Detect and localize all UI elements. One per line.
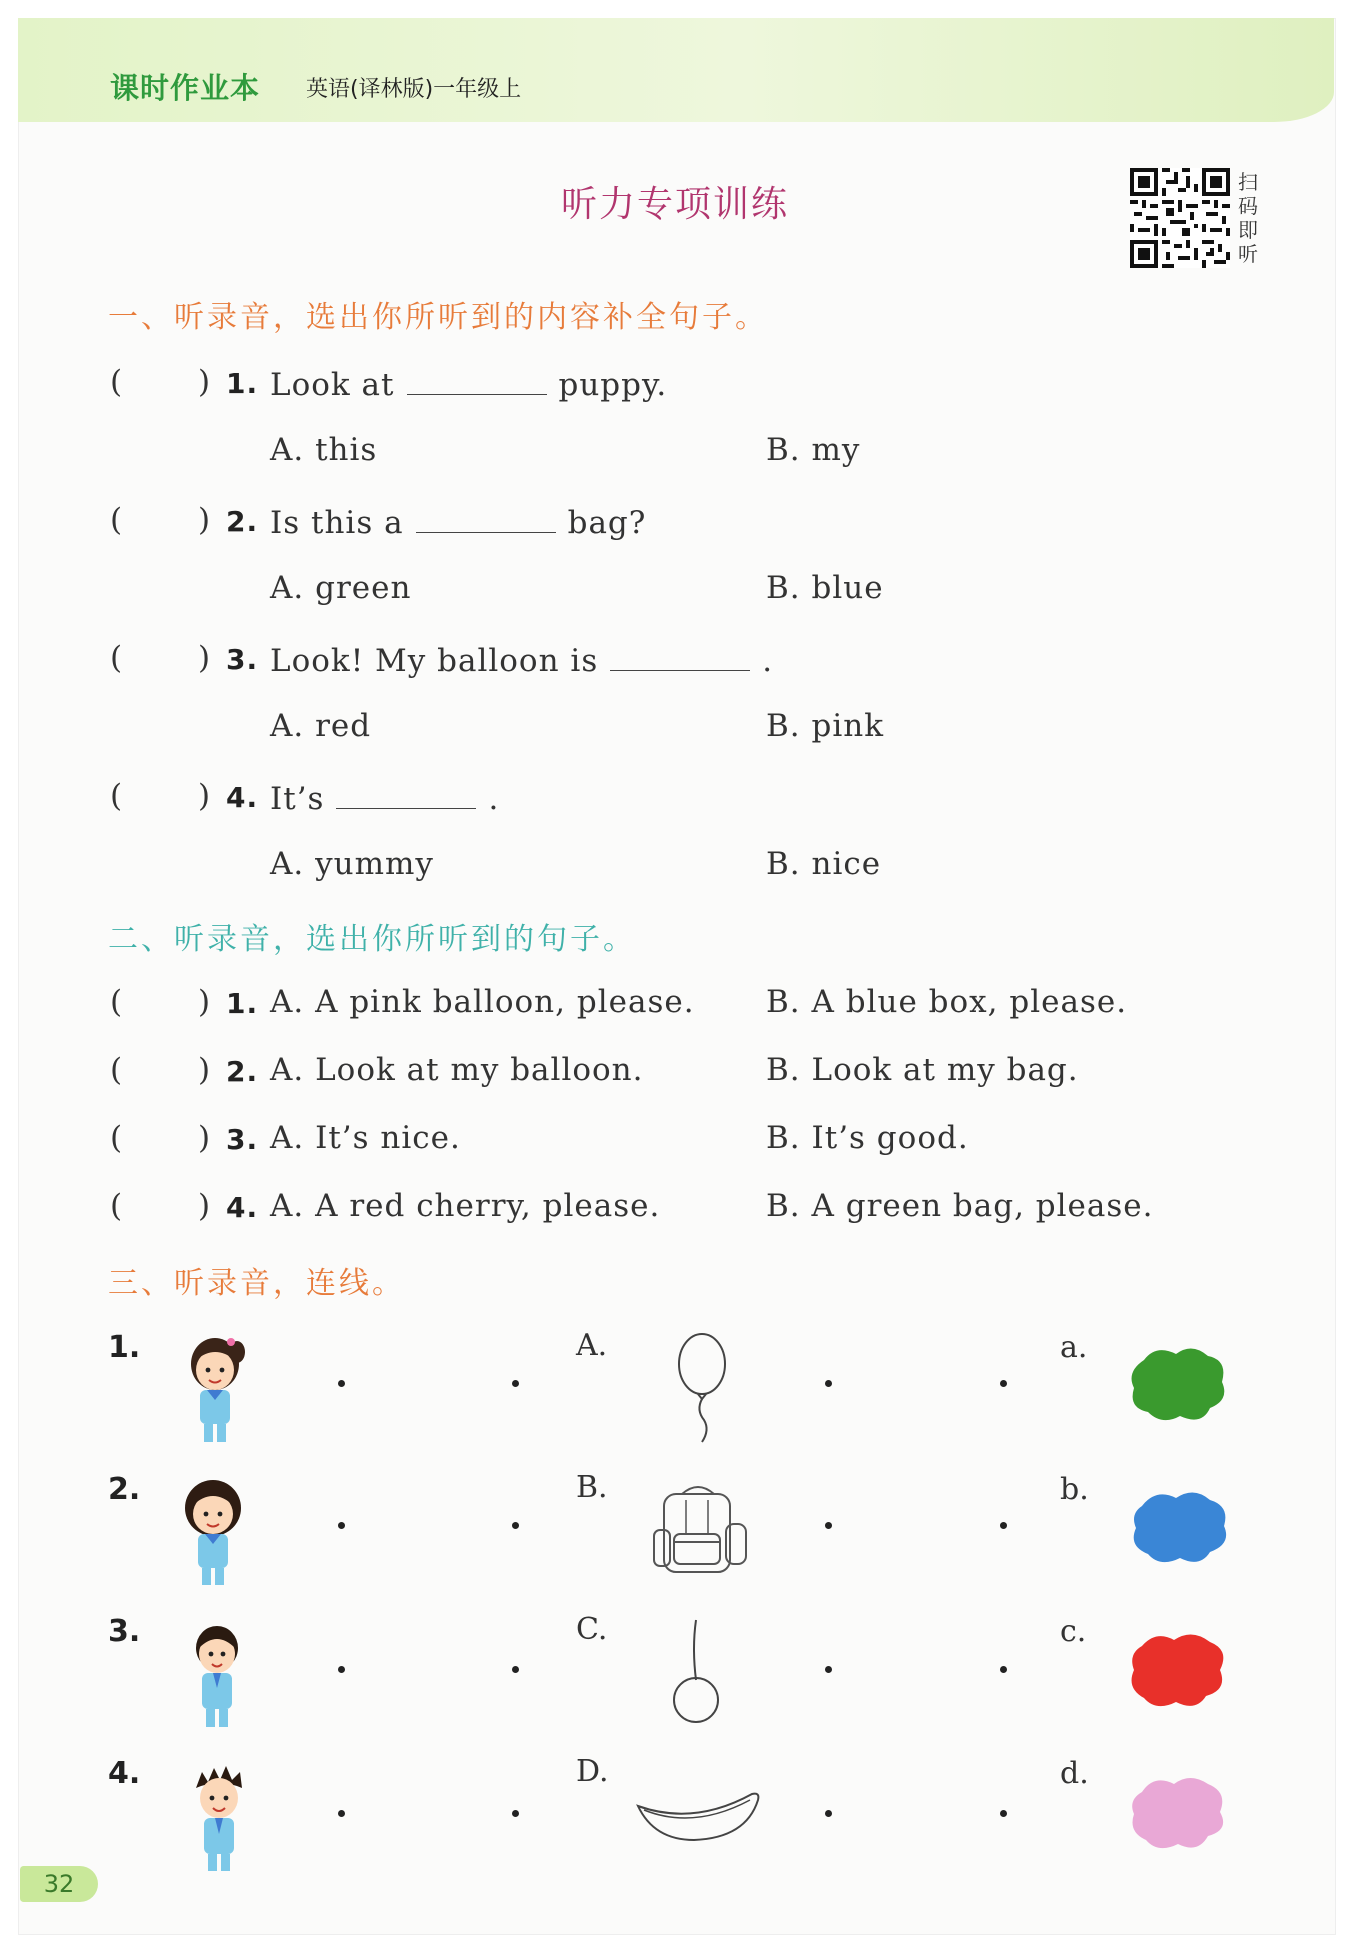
match-dot[interactable] xyxy=(512,1810,519,1817)
option-a[interactable]: A. green xyxy=(270,570,412,606)
stem-after: . xyxy=(488,781,500,817)
answer-bracket-close[interactable]: ) xyxy=(198,984,212,1020)
option-a[interactable]: A. this xyxy=(270,432,378,468)
object-letter: B. xyxy=(576,1470,608,1505)
option-b[interactable]: B. A blue box, please. xyxy=(766,984,1128,1020)
kid-number: 3. xyxy=(108,1614,141,1649)
kid-number: 1. xyxy=(108,1330,141,1365)
girl-ponytail-icon[interactable] xyxy=(180,1330,250,1445)
book-subtitle: 英语(译林版)一年级上 xyxy=(306,77,522,102)
match-dot[interactable] xyxy=(512,1380,519,1387)
match-dot[interactable] xyxy=(1000,1380,1007,1387)
answer-bracket-open: ( xyxy=(110,640,124,676)
answer-blank[interactable] xyxy=(416,502,556,533)
kid-number: 4. xyxy=(108,1756,141,1791)
answer-bracket-open: ( xyxy=(110,984,124,1020)
question-number: 2. xyxy=(226,1055,259,1088)
answer-bracket-close[interactable]: ) xyxy=(198,640,212,676)
answer-bracket-close[interactable]: ) xyxy=(198,778,212,814)
match-dot[interactable] xyxy=(338,1666,345,1673)
kid-number: 2. xyxy=(108,1472,141,1507)
match-dot[interactable] xyxy=(1000,1810,1007,1817)
match-dot[interactable] xyxy=(512,1666,519,1673)
question-number: 4. xyxy=(226,781,259,814)
backpack-icon[interactable] xyxy=(648,1480,752,1576)
stem-before: Look! My balloon is xyxy=(270,643,599,679)
option-a[interactable]: A. A pink balloon, please. xyxy=(270,984,695,1020)
object-letter: C. xyxy=(576,1612,608,1647)
answer-bracket-close[interactable]: ) xyxy=(198,502,212,538)
question-stem xyxy=(270,640,773,679)
option-a[interactable]: A. yummy xyxy=(270,846,434,882)
answer-bracket-open: ( xyxy=(110,778,124,814)
match-dot[interactable] xyxy=(338,1380,345,1387)
match-dot[interactable] xyxy=(1000,1522,1007,1529)
match-dot[interactable] xyxy=(825,1380,832,1387)
question-stem xyxy=(270,502,646,541)
question-number: 1. xyxy=(226,987,259,1020)
question-number: 3. xyxy=(226,643,259,676)
pink-paint-blob[interactable] xyxy=(1126,1770,1230,1854)
match-dot[interactable] xyxy=(1000,1666,1007,1673)
qr-code-icon[interactable] xyxy=(1130,168,1230,268)
option-b[interactable]: B. blue xyxy=(766,570,884,606)
match-dot[interactable] xyxy=(825,1666,832,1673)
answer-blank[interactable] xyxy=(407,364,547,395)
question-stem xyxy=(270,778,499,817)
answer-bracket-close[interactable]: ) xyxy=(198,364,212,400)
stem-before: It’s xyxy=(270,781,325,817)
object-letter: D. xyxy=(576,1754,609,1789)
option-b[interactable]: B. pink xyxy=(766,708,884,744)
color-letter: c. xyxy=(1060,1614,1087,1649)
answer-blank[interactable] xyxy=(336,778,476,809)
question-number: 2. xyxy=(226,505,259,538)
color-letter: a. xyxy=(1060,1330,1088,1365)
girl-icon[interactable] xyxy=(176,1472,250,1587)
match-dot[interactable] xyxy=(512,1522,519,1529)
balloon-icon[interactable] xyxy=(672,1330,732,1445)
answer-bracket-open: ( xyxy=(110,364,124,400)
option-b[interactable]: B. nice xyxy=(766,846,882,882)
question-number: 4. xyxy=(226,1191,259,1224)
object-letter: A. xyxy=(576,1328,608,1363)
red-paint-blob[interactable] xyxy=(1126,1628,1230,1712)
section2-heading: 二、听录音，选出你所听到的句子。 xyxy=(108,922,636,957)
section3-heading: 三、听录音，连线。 xyxy=(108,1266,405,1301)
option-b[interactable]: B. It’s good. xyxy=(766,1120,969,1156)
answer-bracket-close[interactable]: ) xyxy=(198,1188,212,1224)
color-letter: b. xyxy=(1060,1472,1089,1507)
answer-bracket-open: ( xyxy=(110,1188,124,1224)
stem-after: bag? xyxy=(567,505,647,541)
green-paint-blob[interactable] xyxy=(1126,1342,1230,1426)
option-b[interactable]: B. A green bag, please. xyxy=(766,1188,1154,1224)
question-stem xyxy=(270,364,667,403)
boy-spiky-icon[interactable] xyxy=(184,1758,254,1873)
banana-icon[interactable] xyxy=(634,1786,764,1846)
qr-scan-label: 扫码即听 xyxy=(1238,170,1258,266)
answer-bracket-open: ( xyxy=(110,1120,124,1156)
stem-before: Is this a xyxy=(270,505,404,541)
option-a[interactable]: A. red xyxy=(270,708,372,744)
option-a[interactable]: A. It’s nice. xyxy=(270,1120,461,1156)
page-number: 32 xyxy=(20,1866,98,1902)
answer-blank[interactable] xyxy=(610,640,750,671)
cherry-icon[interactable] xyxy=(666,1618,726,1728)
answer-bracket-close[interactable]: ) xyxy=(198,1120,212,1156)
answer-bracket-open: ( xyxy=(110,1052,124,1088)
option-a[interactable]: A. Look at my balloon. xyxy=(270,1052,644,1088)
match-dot[interactable] xyxy=(338,1522,345,1529)
answer-bracket-open: ( xyxy=(110,502,124,538)
question-number: 1. xyxy=(226,367,259,400)
answer-bracket-close[interactable]: ) xyxy=(198,1052,212,1088)
stem-before: Look at xyxy=(270,367,395,403)
stem-after: puppy. xyxy=(558,367,668,403)
section1-heading: 一、听录音，选出你所听到的内容补全句子。 xyxy=(108,300,768,335)
option-b[interactable]: B. my xyxy=(766,432,861,468)
option-a[interactable]: A. A red cherry, please. xyxy=(270,1188,661,1224)
option-b[interactable]: B. Look at my bag. xyxy=(766,1052,1079,1088)
blue-paint-blob[interactable] xyxy=(1128,1484,1232,1568)
match-dot[interactable] xyxy=(825,1522,832,1529)
boy-icon[interactable] xyxy=(184,1614,250,1729)
question-number: 3. xyxy=(226,1123,259,1156)
brand-title: 课时作业本 xyxy=(110,71,261,105)
stem-after: . xyxy=(762,643,774,679)
color-letter: d. xyxy=(1060,1756,1089,1791)
match-dot[interactable] xyxy=(338,1810,345,1817)
page-title: 听力专项训练 xyxy=(560,184,789,225)
match-dot[interactable] xyxy=(825,1810,832,1817)
